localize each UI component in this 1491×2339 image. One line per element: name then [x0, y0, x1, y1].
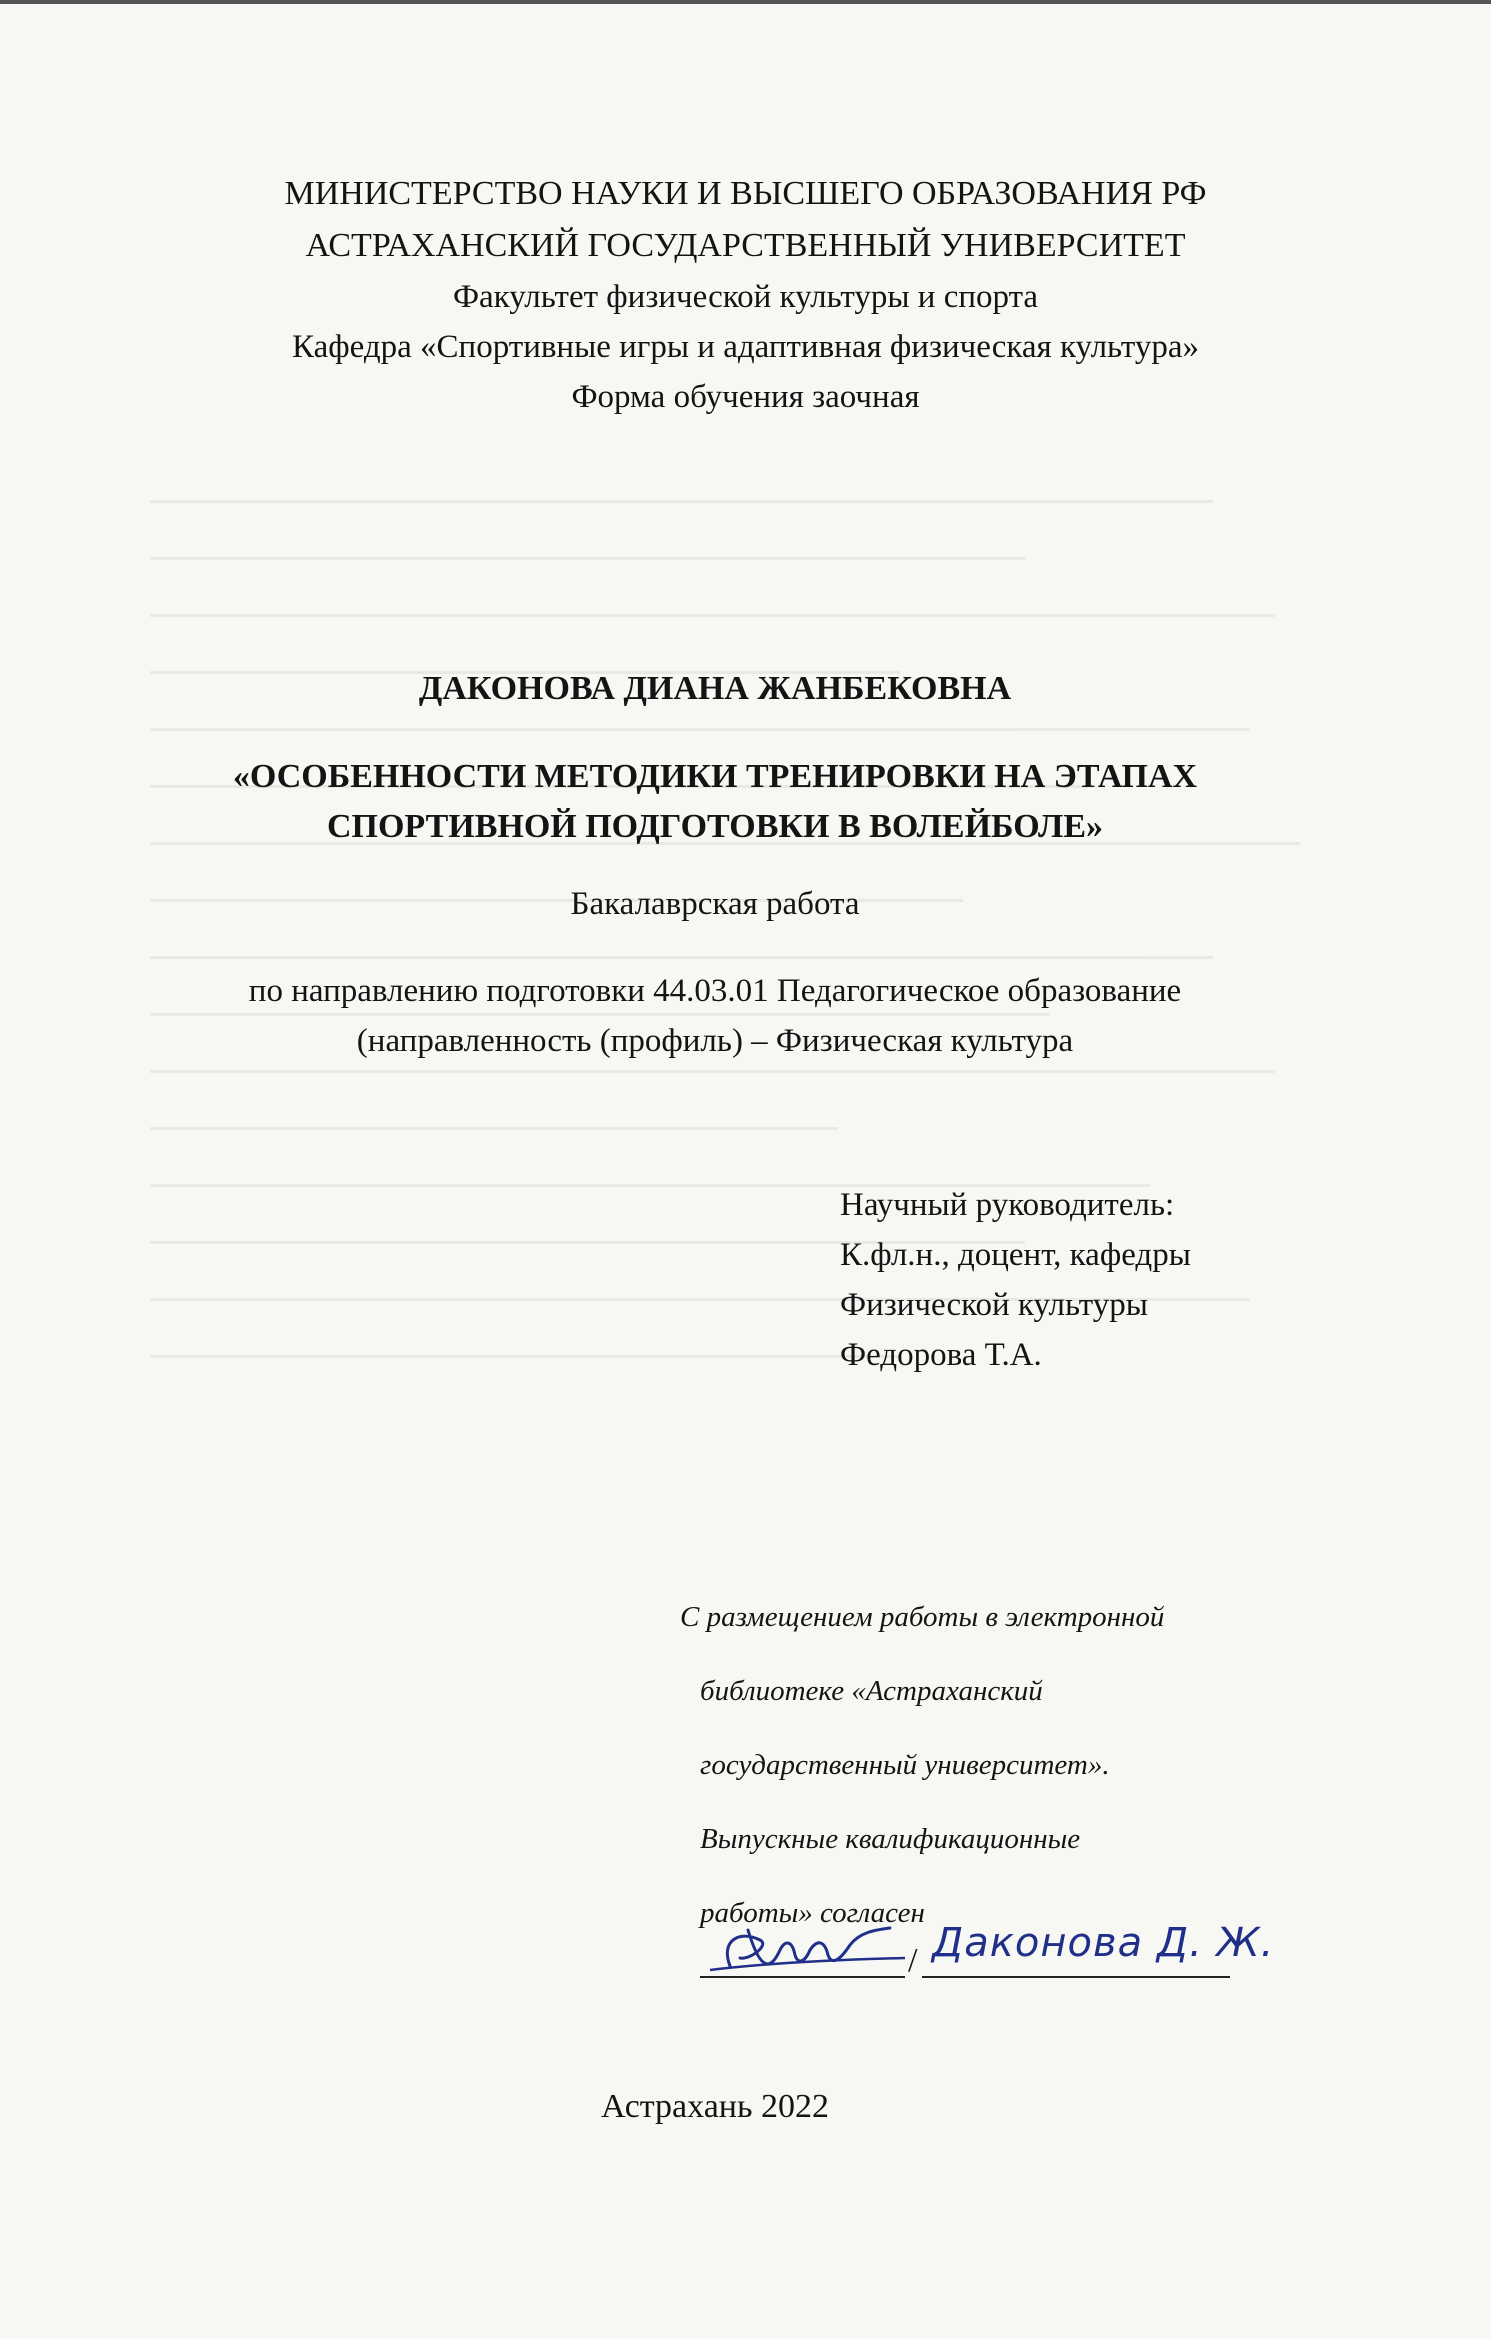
supervisor-name: Федорова Т.А. [840, 1337, 1042, 1373]
study-form: Форма обучения заочная [571, 379, 920, 415]
study-direction [0, 966, 1430, 1066]
supervisor-block [840, 1180, 1360, 1380]
department: Кафедра «Спортивные игры и адаптивная физическая культура» [292, 329, 1199, 365]
institution-header [0, 168, 1491, 422]
supervisor-label: Научный руководитель: [840, 1187, 1175, 1223]
thesis-title-line-2: СПОРТИВНОЙ ПОДГОТОВКИ В ВОЛЕЙБОЛЕ» [326, 808, 1104, 845]
consent-line-2: библиотеке «Астраханский [700, 1675, 1043, 1707]
ministry: МИНИСТЕРСТВО НАУКИ И ВЫСШЕГО ОБРАЗОВАНИЯ РФ [284, 175, 1207, 212]
study-direction-line-2: (направленность (профиль) – Физическая культура [356, 1023, 1074, 1059]
thesis-title [0, 752, 1430, 852]
university: АСТРАХАНСКИЙ ГОСУДАРСТВЕННЫЙ УНИВЕРСИТЕТ [305, 227, 1186, 264]
signature-line [700, 1976, 905, 1978]
name-line [922, 1976, 1230, 1978]
city-year: Астрахань 2022 [600, 2088, 829, 2125]
consent-line-4: Выпускные квалификационные [700, 1823, 1081, 1855]
thesis-title-line-1: «ОСОБЕННОСТИ МЕТОДИКИ ТРЕНИРОВКИ НА ЭТАПАХ [232, 758, 1198, 795]
consent-line-1: С размещением работы в электронной [680, 1601, 1165, 1633]
study-direction-line-1: по направлению подготовки 44.03.01 Педагогическое образование [248, 973, 1182, 1009]
consent-statement [660, 1580, 1300, 1950]
consent-line-3: государственный университет». [700, 1749, 1110, 1781]
consent-line-5: работы» согласен [700, 1897, 925, 1929]
supervisor-department: Физической культуры [840, 1287, 1148, 1323]
work-type: Бакалаврская работа [570, 886, 860, 922]
supervisor-degree: К.фл.н., доцент, кафедры [840, 1237, 1191, 1273]
signature-block [700, 1900, 1275, 1990]
author-name: ДАКОНОВА ДИАНА ЖАНБЕКОВНА [418, 670, 1012, 707]
scan-edge [0, 0, 1491, 4]
faculty: Факультет физической культуры и спорта [452, 279, 1039, 315]
handwritten-name: Даконова Д. Ж. [932, 1920, 1275, 1966]
signature-separator: / [908, 1942, 918, 1979]
